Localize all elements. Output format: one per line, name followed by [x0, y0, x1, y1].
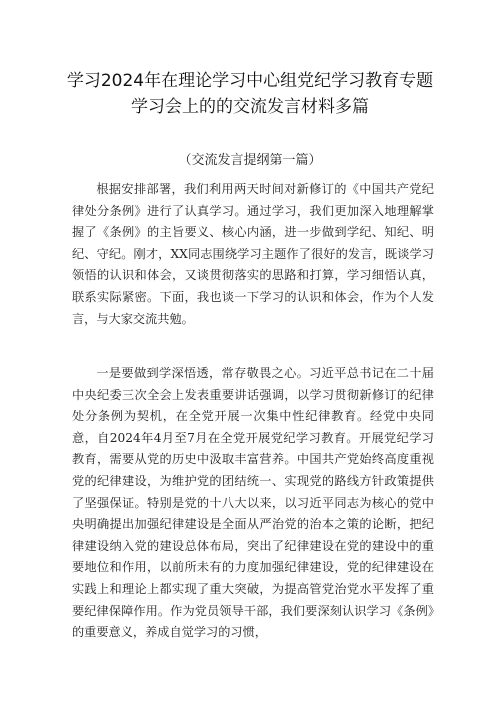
- document-title-line-1: 学习2024年在理论学习中心组党纪学习教育专题: [66, 71, 434, 91]
- body-paragraph: 一是要做到学深悟透，常存敬畏之心。习近平总书记在二十届中央纪委三次全会上发表重要讲话强调，以学习贯彻新修订的纪律处分条例为契机，在全党开展一次集中性纪律教育。经党中央同意，自2024年4月至7月在全党开展党纪学习教育。开展党纪学习教育，需要从党的历史中汲取丰富营养。中国共产党始终高度重视党的纪律建设，为维护党的团结统一、实现党的路线方针政策提供了坚强保证。特别是党的十八大以来，以习近平同志为核心的党中央明确提出加强纪律建设是全面从严治党的治本之策的论断，把纪律建设纳入党的建设总体布局，突出了纪律建设在党的建设中的重要地位和作用，以前所未有的力度加强纪律建设，党的纪律建设在实践上和理论上都实现了重大突破，为提高管党治党水平发挥了重要纪律保障作用。作为党员领导干部，我们要深刻认识学习《条例》的重要意义，养成自觉学习的习惯，: [72, 366, 434, 640]
- document-title-line-2: 学习会上的的交流发言材料多篇: [131, 97, 369, 117]
- body-paragraph: 根据安排部署，我们利用两天时间对新修订的《中国共产党纪律处分条例》进行了认真学习。通过学习，我们更加深入地理解掌握了《条例》的主旨要义、核心内涵，进一步做到学纪、知纪、明纪、守纪。刚才，XX同志围绕学习主题作了很好的发言，既谈学习领悟的认识和体会，又谈贯彻落实的思路和打算，学习细悟认真，联系实际紧密。下面，我也谈一下学习的认识和体会，作为个人发言，与大家交流共勉。: [72, 182, 434, 326]
- document-subtitle: （交流发言提纲第一篇）: [178, 153, 322, 168]
